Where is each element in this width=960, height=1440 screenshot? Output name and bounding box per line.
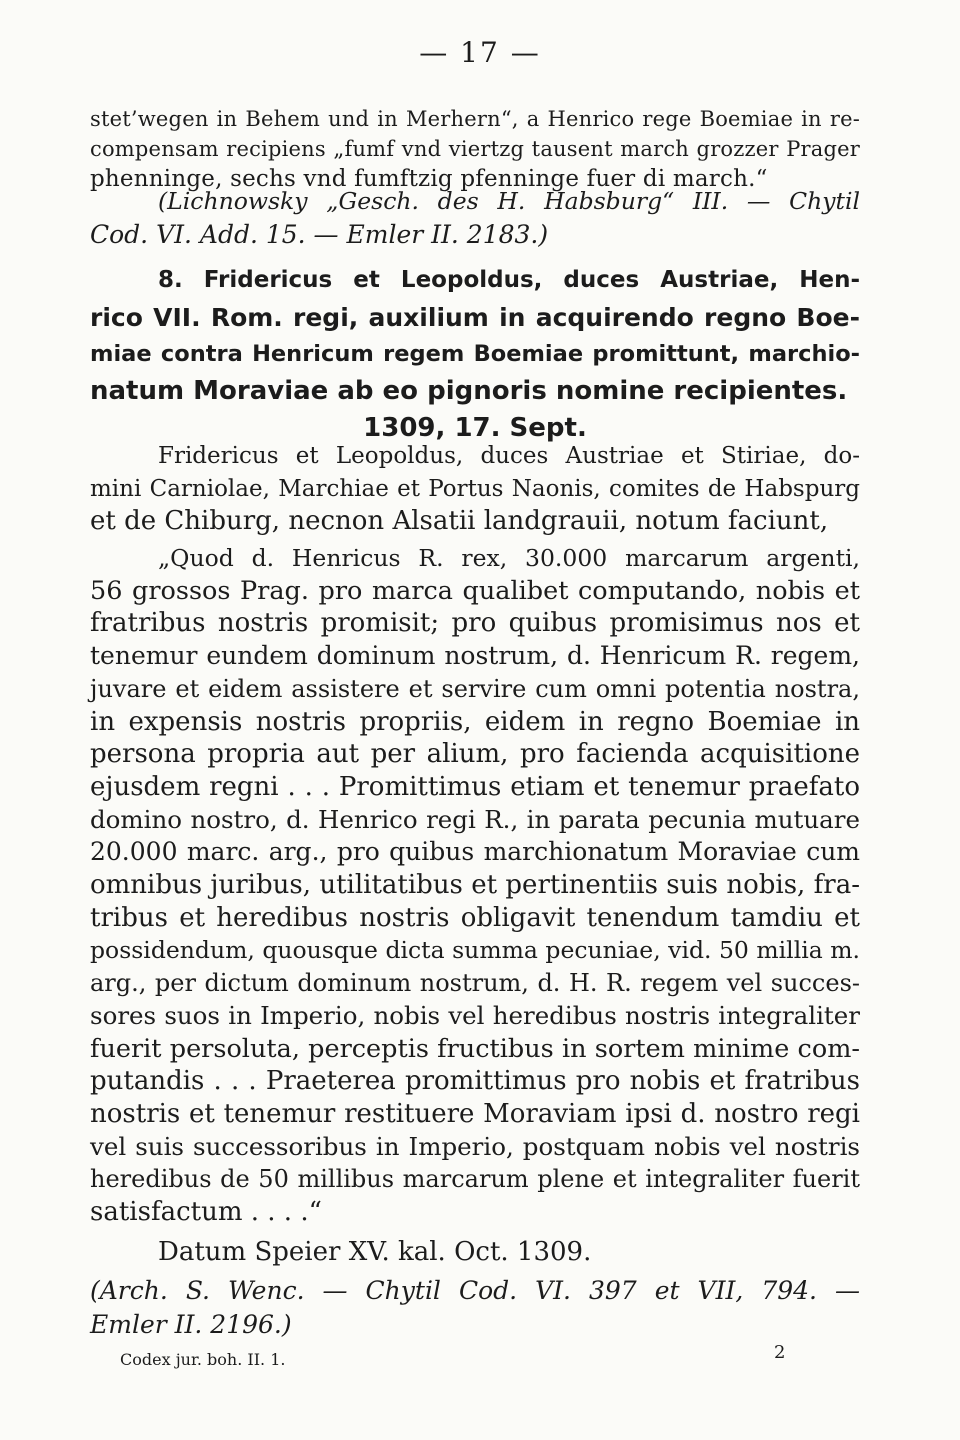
text-line: putandis . . . Praeterea promittimus pro nobis et fratribus bbox=[90, 1066, 860, 1097]
page-number: — 17 — bbox=[419, 36, 541, 69]
quoted-paragraph bbox=[90, 542, 860, 1229]
text-line: heredibus de 50 millibus marcarum plene et integraliter fuerit bbox=[90, 1165, 860, 1194]
text-line: 56 grossos Prag. pro marca qualibet computando, nobis et bbox=[90, 575, 860, 606]
citation-line: Cod. VI. Add. 15. — Emler II. 2183.) bbox=[90, 220, 549, 249]
citation-line: (Arch. S. Wenc. — Chytil Cod. VI. 397 et VII, 794. — bbox=[90, 1276, 860, 1305]
text-line: Datum Speier XV. kal. Oct. 1309. bbox=[158, 1237, 592, 1267]
text-line: arg., per dictum dominum nostrum, d. H. R. regem vel succes- bbox=[90, 969, 860, 998]
text-line: „Quod d. Henricus R. rex, 30.000 marcarum argenti, bbox=[158, 544, 860, 572]
document-heading bbox=[90, 262, 860, 447]
text-line: mini Carniolae, Marchiae et Portus Naonis, comites de Habspurg bbox=[90, 475, 860, 502]
citation-line: Emler II. 2196.) bbox=[90, 1310, 292, 1339]
text-line: fratribus nostris promisit; pro quibus promisimus nos et bbox=[90, 608, 860, 639]
heading-line: 8. Fridericus et Leopoldus, duces Austriae, Hen- bbox=[158, 267, 860, 293]
citation bbox=[90, 1274, 860, 1342]
text-line: in expensis nostris propriis, eidem in regno Boemiae in bbox=[90, 706, 860, 737]
text-line: possidendum, quousque dicta summa pecuniae, vid. 50 millia m. bbox=[90, 936, 860, 965]
citation bbox=[90, 184, 860, 252]
text-line: vel suis successoribus in Imperio, postquam nobis vel nostris bbox=[90, 1131, 860, 1161]
heading-date: 1309, 17. Sept. bbox=[363, 413, 587, 443]
text-line: omnibus juribus, utilitatibus et pertinentiis suis nobis, fra- bbox=[90, 870, 860, 901]
text-line: fuerit persoluta, perceptis fructibus in sortem minime com- bbox=[90, 1033, 860, 1064]
text-line: et de Chiburg, necnon Alsatii landgrauii, notum faciunt, bbox=[90, 506, 829, 537]
intro-paragraph bbox=[90, 104, 860, 194]
text-line: 20.000 marc. arg., pro quibus marchionatum Moraviae cum bbox=[90, 837, 860, 867]
text-line: sores suos in Imperio, nobis vel heredibus nostris integraliter bbox=[90, 1000, 860, 1030]
text-line: persona propria aut per alium, pro facienda acquisitione bbox=[90, 739, 860, 770]
text-line: nostris et tenemur restituere Moraviam ipsi d. nostro regi bbox=[90, 1098, 860, 1129]
heading-line: miae contra Henricum regem Boemiae promittunt, marchio- bbox=[90, 341, 860, 367]
text-line: ejusdem regni . . . Promittimus etiam et tenemur praefato bbox=[90, 771, 860, 802]
heading-line: natum Moraviae ab eo pignoris nomine recipientes. bbox=[90, 376, 848, 406]
text-line: stet’wegen in Behem und in Merhern“, a Henrico rege Boemiae in re- bbox=[90, 107, 860, 131]
heading-line: rico VII. Rom. regi, auxilium in acquirendo regno Boe- bbox=[90, 303, 860, 332]
gathering-number: 2 bbox=[774, 1342, 786, 1363]
text-line: satisfactum . . . .“ bbox=[90, 1197, 322, 1228]
signature-mark: Codex jur. boh. II. 1. bbox=[120, 1350, 286, 1369]
text-line: tenemur eundem dominum nostrum, d. Henricum R. regem, bbox=[90, 641, 860, 671]
text-line: phenninge, sechs vnd fumftzig pfenninge fuer di march.“ bbox=[90, 166, 768, 192]
body-paragraph bbox=[90, 440, 860, 538]
dating-clause bbox=[90, 1236, 860, 1269]
text-line: compensam recipiens „fumf vnd viertzg tausent march grozzer Prager bbox=[90, 137, 860, 161]
text-line: juvare et eidem assistere et servire cum omni potentia nostra, bbox=[90, 674, 860, 703]
text-line: Fridericus et Leopoldus, duces Austriae et Stiriae, do- bbox=[158, 443, 860, 469]
text-line: domino nostro, d. Henrico regi R., in parata pecunia mutuare bbox=[90, 804, 860, 834]
citation-line: (Lichnowsky „Gesch. des H. Habsburg“ III. — Chytil bbox=[158, 187, 860, 215]
text-line: tribus et heredibus nostris obligavit tenendum tamdiu et bbox=[90, 902, 860, 933]
